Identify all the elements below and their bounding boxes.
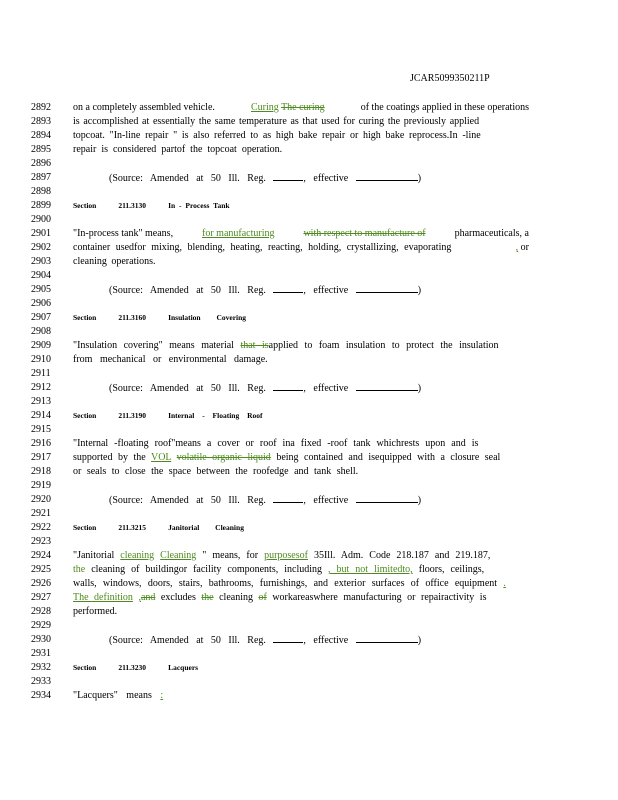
- source-line: 2912 (Source: Amended at 50 Ill. Reg. , effective ): [31, 382, 422, 394]
- line-text: "Lacquers" means :: [73, 690, 164, 701]
- line-number: 2915: [31, 424, 51, 435]
- text-line: [31, 157, 529, 171]
- text-line: [31, 213, 529, 227]
- text-line: [31, 297, 529, 311]
- section-heading: 2922 Section 211.3215 Janitorial Cleaning: [31, 522, 244, 533]
- line-number: 2906: [31, 298, 51, 309]
- blank-field: [273, 171, 303, 181]
- line-number: 2924: [31, 550, 51, 561]
- blank-field: [356, 171, 418, 181]
- deleted-text: that is: [240, 340, 269, 351]
- line-number: 2932: [31, 662, 51, 673]
- inserted-text: for manufacturing: [202, 228, 275, 239]
- inserted-text: purposesof: [264, 550, 308, 561]
- section-heading: 2914 Section 211.3190 Internal - Floating Roof: [31, 410, 263, 421]
- blank-field: [273, 283, 303, 293]
- line-number: 2916: [31, 438, 51, 449]
- text-line: [31, 451, 529, 465]
- inserted-text: Curing: [250, 102, 279, 113]
- line-number: 2898: [31, 186, 51, 197]
- line-number: 2933: [31, 676, 51, 687]
- text-line: [31, 689, 529, 703]
- text-line: [31, 619, 529, 633]
- text-line: [31, 605, 529, 619]
- inserted-text: VOL: [150, 452, 172, 463]
- inserted-text: cleaning: [120, 550, 155, 561]
- blank-field: [356, 633, 418, 643]
- source-line: 2897 (Source: Amended at 50 Ill. Reg. , effective ): [31, 172, 422, 184]
- text-line: [31, 129, 529, 143]
- line-number: 2931: [31, 648, 51, 659]
- inserted-text: ,: [138, 592, 141, 603]
- line-number: 2903: [31, 256, 51, 267]
- text-line: [31, 479, 529, 493]
- line-text: walls, windows, doors, stairs, bathrooms, furnishings, and exterior surfaces of office equipment .: [73, 578, 506, 589]
- line-text: "Internal -floating roof"means a cover or roof ina fixed -roof tank whichrests upon and is: [73, 438, 479, 449]
- text-line: [31, 437, 529, 451]
- line-number: 2904: [31, 270, 51, 281]
- line-number: 2912: [31, 382, 51, 393]
- line-text: supported by the VOL volatile organic liquid being contained and isequipped with a closure seal: [73, 452, 501, 463]
- document-id: JCAR5099350211P: [410, 73, 490, 84]
- text-line: [31, 465, 529, 479]
- text-line: [31, 255, 529, 269]
- line-number: 2927: [31, 592, 51, 603]
- line-text: container usedfor mixing, blending, heating, reacting, holding, crystallizing, evaporating , or: [73, 242, 529, 253]
- line-number: 2893: [31, 116, 51, 127]
- text-line: [31, 353, 529, 367]
- deleted-text: volatile organic liquid: [176, 452, 271, 463]
- inserted-text: :: [160, 690, 164, 701]
- inserted-text: .: [503, 578, 506, 589]
- text-line: [31, 591, 529, 605]
- line-number: 2918: [31, 466, 51, 477]
- text-line: [31, 563, 529, 577]
- line-number: 2930: [31, 634, 51, 645]
- line-number: 2917: [31, 452, 51, 463]
- inserted-text: ,: [515, 242, 519, 253]
- line-number: 2894: [31, 130, 51, 141]
- text-line: [31, 227, 529, 241]
- line-text: is accomplished at essentially the same temperature as that used for curing the previously applied: [73, 116, 480, 127]
- line-text: The definition ,and excludes the cleaning of workareaswhere manufacturing or repairactivity is: [73, 592, 487, 603]
- text-line: [31, 367, 529, 381]
- line-number: 2911: [31, 368, 51, 379]
- blank-field: [273, 493, 303, 503]
- line-text: "Insulation covering" means material that isapplied to foam insulation to protect the insulation: [73, 340, 499, 351]
- deleted-text: with respect to manufacture of: [303, 228, 426, 239]
- line-text: "In-process tank" means, for manufacturing with respect to manufacture of pharmaceuticals, a: [73, 228, 529, 239]
- text-line: [31, 395, 529, 409]
- blank-field: [356, 381, 418, 391]
- line-text: the cleaning of buildingor facility components, including , but not limitedto, floors, ceilings,: [73, 564, 485, 575]
- line-number: 2919: [31, 480, 51, 491]
- line-number: 2895: [31, 144, 51, 155]
- deleted-text: and: [140, 592, 156, 603]
- line-number: 2905: [31, 284, 51, 295]
- section-heading: 2899 Section 211.3130 In - Process Tank: [31, 200, 230, 211]
- line-number: 2907: [31, 312, 51, 323]
- line-number: 2922: [31, 522, 51, 533]
- line-number: 2913: [31, 396, 51, 407]
- line-number: 2897: [31, 172, 51, 183]
- text-line: [31, 507, 529, 521]
- line-number: 2929: [31, 620, 51, 631]
- line-number: 2928: [31, 606, 51, 617]
- text-line: [31, 535, 529, 549]
- section-heading: 2932 Section 211.3230 Lacquers: [31, 662, 199, 673]
- blank-field: [273, 633, 303, 643]
- text-line: [31, 185, 529, 199]
- deleted-text: the: [201, 592, 214, 603]
- line-text: topcoat. "In-line repair " is also referred to as high bake repair or high bake reprocess.In -line: [73, 130, 481, 141]
- source-line: 2905 (Source: Amended at 50 Ill. Reg. , effective ): [31, 284, 422, 296]
- section-heading: 2907 Section 211.3160 Insulation Covering: [31, 312, 247, 323]
- line-number: 2923: [31, 536, 51, 547]
- line-number: 2896: [31, 158, 51, 169]
- line-text: "Janitorial cleaning Cleaning " means, for purposesof 35Ill. Adm. Code 218.187 and 219.187,: [73, 550, 491, 561]
- source-line: 2930 (Source: Amended at 50 Ill. Reg. , effective ): [31, 634, 422, 646]
- line-number: 2925: [31, 564, 51, 575]
- line-number: 2899: [31, 200, 51, 211]
- deleted-text: The curing: [281, 102, 325, 113]
- text-line: [31, 339, 529, 353]
- blank-field: [356, 493, 418, 503]
- source-line: 2920 (Source: Amended at 50 Ill. Reg. , effective ): [31, 494, 422, 506]
- text-line: [31, 675, 529, 689]
- blank-field: [356, 283, 418, 293]
- text-line: [31, 549, 529, 563]
- line-number: 2920: [31, 494, 51, 505]
- line-text: on a completely assembled vehicle. Curing The curing of the coatings applied in these operations: [73, 102, 529, 113]
- line-number: 2934: [31, 690, 51, 701]
- line-number: 2926: [31, 578, 51, 589]
- inserted-text: The definition: [73, 592, 133, 603]
- deleted-text: of: [258, 592, 267, 603]
- text-line: [31, 423, 529, 437]
- inserted-text: , but not limitedto,: [328, 564, 413, 575]
- line-number: 2901: [31, 228, 51, 239]
- line-number: 2908: [31, 326, 51, 337]
- line-number: 2914: [31, 410, 51, 421]
- inserted-text: Cleaning: [160, 550, 197, 561]
- text-line: [31, 143, 529, 157]
- line-number: 2902: [31, 242, 51, 253]
- text-line: [31, 577, 529, 591]
- text-line: [31, 241, 529, 255]
- text-line: [31, 325, 529, 339]
- line-number: 2921: [31, 508, 51, 519]
- line-number: 2900: [31, 214, 51, 225]
- line-number: 2909: [31, 340, 51, 351]
- blank-field: [273, 381, 303, 391]
- text-line: [31, 647, 529, 661]
- inserted-text: the: [73, 564, 86, 575]
- line-number: 2892: [31, 102, 51, 113]
- line-text: performed.: [73, 606, 118, 617]
- line-text: from mechanical or environmental damage.: [73, 354, 268, 365]
- line-text: cleaning operations.: [73, 256, 156, 267]
- line-number: 2910: [31, 354, 51, 365]
- text-line: [31, 269, 529, 283]
- line-text: repair is considered partof the topcoat operation.: [73, 144, 283, 155]
- text-line: [31, 115, 529, 129]
- line-text: or seals to close the space between the roofedge and tank shell.: [73, 466, 359, 477]
- text-line: [31, 101, 529, 115]
